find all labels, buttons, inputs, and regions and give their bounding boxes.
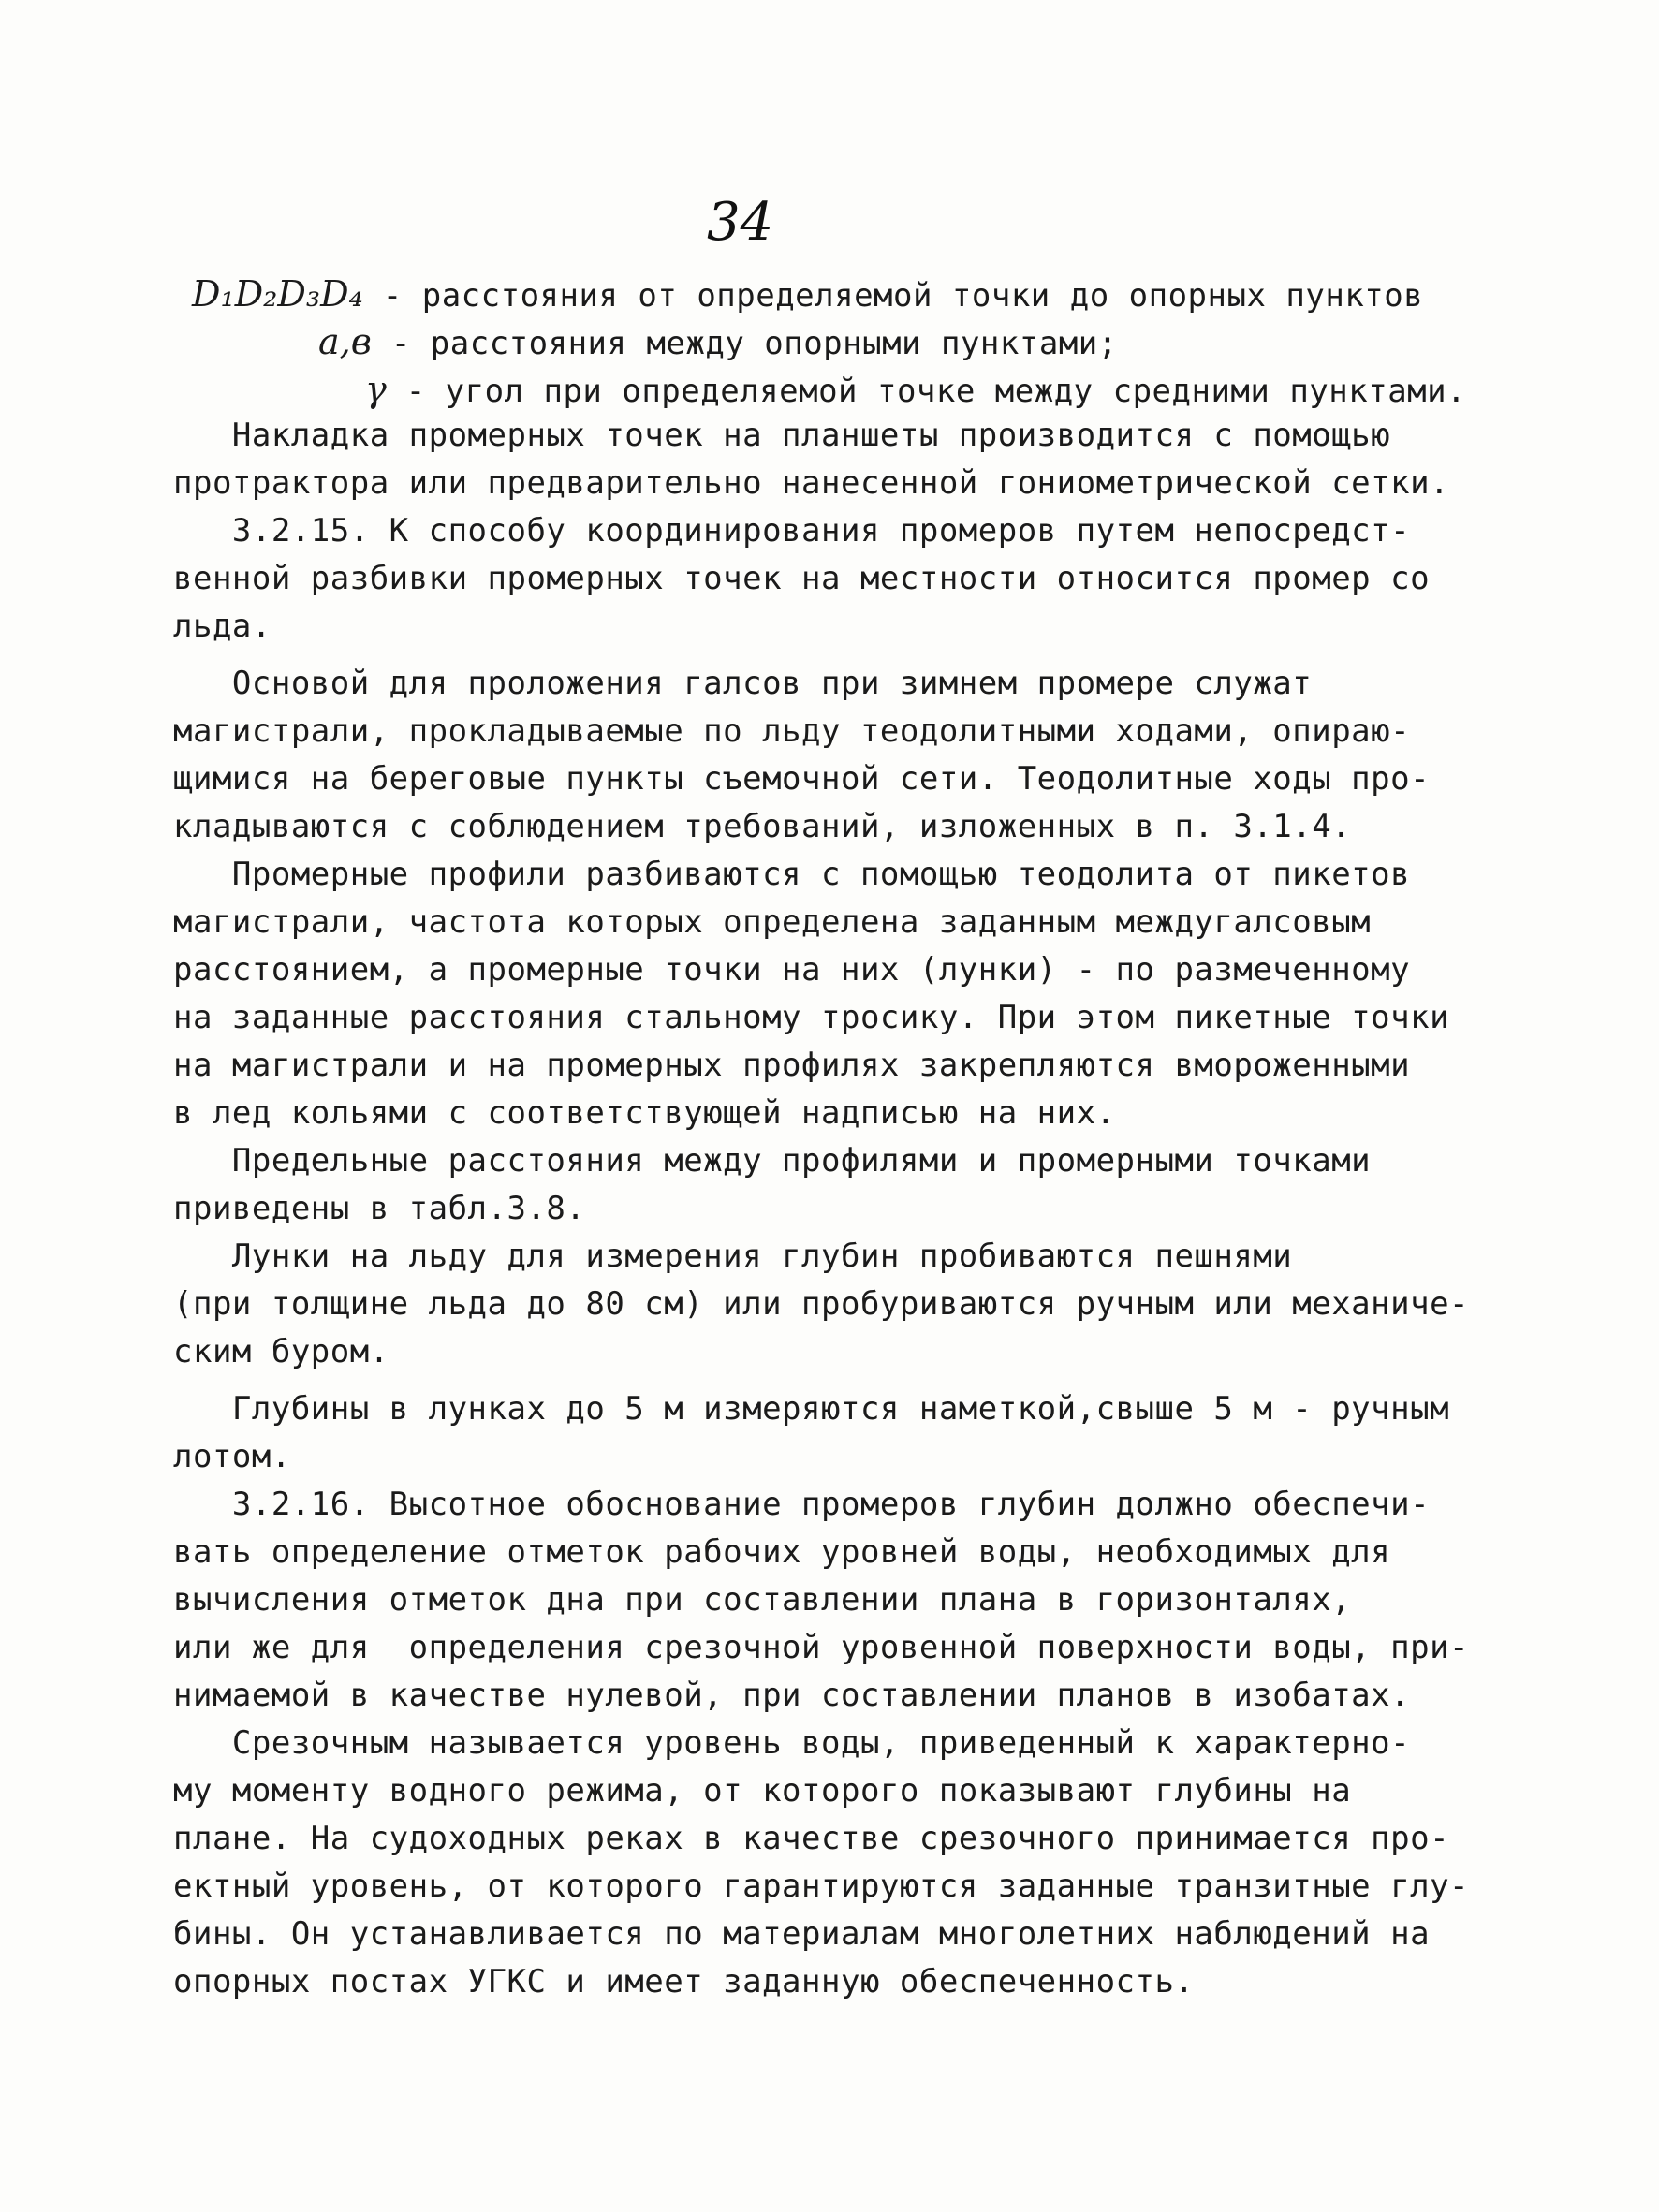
text-line: 3.2.15. К способу координирования промеров путем непосредст- <box>173 512 1411 549</box>
text-line: Срезочным называется уровень воды, приведенный к характерно- <box>173 1724 1411 1762</box>
text-line: расстоянием, а промерные точки на них (лунки) - по размеченному <box>173 951 1411 989</box>
text-line: ектный уровень, от которого гарантируются заданные транзитные глу- <box>173 1868 1470 1905</box>
text-line: льда. <box>173 608 272 645</box>
text-line: му моменту водного режима, от которого показывают глубины на <box>173 1772 1352 1809</box>
text-line: в лед кольями с соответствующей надписью на них. <box>173 1094 1116 1132</box>
text-line: Предельные расстояния между профилями и промерными точками <box>173 1142 1372 1179</box>
text-line: Основой для проложения галсов при зимнем промере служат <box>173 665 1313 702</box>
text-line: кладываются с соблюдением требований, изложенных в п. 3.1.4. <box>173 808 1352 845</box>
legend-text-3: - угол при определяемой точке между средними пунктами. <box>405 373 1467 410</box>
text-line: нимаемой в качестве нулевой, при составлении планов в изобатах. <box>173 1677 1411 1714</box>
text-line: магистрали, прокладываемые по льду теодолитными ходами, опираю- <box>173 712 1411 750</box>
legend-symbol-2: a,в <box>318 321 372 362</box>
text-line: лотом. <box>173 1438 291 1475</box>
text-line: (при толщине льда до 80 см) или пробуриваются ручным или механиче- <box>173 1285 1470 1323</box>
legend-line-2 <box>318 321 1118 362</box>
page-number: 34 <box>707 192 774 253</box>
text-line: Лунки на льду для измерения глубин пробиваются пешнями <box>173 1238 1293 1275</box>
legend-symbol-3: γ <box>365 369 387 410</box>
text-line: Накладка промерных точек на планшеты производится с помощью <box>173 417 1391 454</box>
text-line: ским буром. <box>173 1333 389 1370</box>
text-line: плане. На судоходных реках в качестве срезочного принимается про- <box>173 1820 1450 1857</box>
text-line: протрактора или предварительно нанесенной гониометрической сетки. <box>173 464 1450 502</box>
text-line: на магистрали и на промерных профилях закрепляются вмороженными <box>173 1047 1411 1084</box>
text-line: вать определение отметок рабочих уровней воды, необходимых для <box>173 1533 1391 1571</box>
text-line: на заданные расстояния стальному тросику. При этом пикетные точки <box>173 999 1450 1036</box>
text-line: Глубины в лунках до 5 м измеряются наметкой,свыше 5 м - ручным <box>173 1390 1450 1428</box>
legend-text-1: - расстояния от определяемой точки до опорных пунктов <box>382 277 1424 315</box>
legend-symbol-1: D₁D₂D₃D₄ <box>192 273 363 315</box>
legend-line-3 <box>365 369 1466 410</box>
text-line: вычисления отметок дна при составлении плана в горизонталях, <box>173 1581 1352 1619</box>
text-line: магистрали, частота которых определена заданным междугалсовым <box>173 903 1372 941</box>
text-line: опорных постах УГКС и имеет заданную обеспеченность. <box>173 1963 1195 2000</box>
text-line: Промерные профили разбиваются с помощью теодолита от пикетов <box>173 856 1411 893</box>
legend-text-2: - расстояния между опорными пунктами; <box>390 325 1118 362</box>
text-line: или же для определения срезочной уровенной поверхности воды, при- <box>173 1629 1470 1666</box>
text-line: приведены в табл.3.8. <box>173 1190 586 1227</box>
text-line: 3.2.16. Высотное обоснование промеров глубин должно обеспечи- <box>173 1486 1431 1523</box>
legend-line-1 <box>192 273 1423 315</box>
text-line: бины. Он устанавливается по материалам многолетних наблюдений на <box>173 1915 1431 1953</box>
text-line: щимися на береговые пункты съемочной сети. Теодолитные ходы про- <box>173 760 1431 798</box>
text-line: венной разбивки промерных точек на местности относится промер со <box>173 560 1431 597</box>
